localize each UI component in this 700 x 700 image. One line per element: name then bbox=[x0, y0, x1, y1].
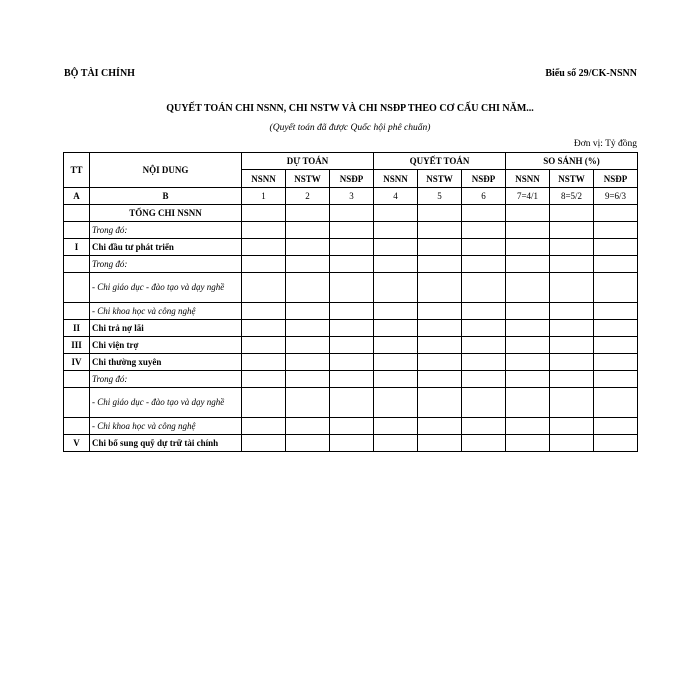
data-cell[interactable] bbox=[286, 320, 330, 337]
data-cell[interactable] bbox=[550, 222, 594, 239]
data-cell[interactable] bbox=[330, 320, 374, 337]
data-cell[interactable] bbox=[330, 435, 374, 452]
data-cell[interactable] bbox=[330, 418, 374, 435]
data-cell[interactable] bbox=[374, 256, 418, 273]
index-cell: 8=5/2 bbox=[550, 188, 594, 205]
subcol-header: NSĐP bbox=[594, 170, 638, 188]
data-cell[interactable] bbox=[418, 239, 462, 256]
data-cell[interactable] bbox=[462, 418, 506, 435]
data-cell[interactable] bbox=[242, 418, 286, 435]
row-label: Chi trả nợ lãi bbox=[90, 320, 242, 337]
data-cell[interactable] bbox=[418, 418, 462, 435]
index-cell: 7=4/1 bbox=[506, 188, 550, 205]
data-cell[interactable] bbox=[242, 371, 286, 388]
index-cell: 4 bbox=[374, 188, 418, 205]
data-cell[interactable] bbox=[418, 273, 462, 303]
row-tt bbox=[64, 303, 90, 320]
data-cell[interactable] bbox=[550, 273, 594, 303]
table-row bbox=[64, 320, 638, 337]
data-cell[interactable] bbox=[374, 205, 418, 222]
index-cell: 1 bbox=[242, 188, 286, 205]
group-header-settlement: QUYẾT TOÁN bbox=[374, 153, 506, 170]
data-cell[interactable] bbox=[462, 273, 506, 303]
data-cell[interactable] bbox=[506, 239, 550, 256]
data-cell[interactable] bbox=[550, 337, 594, 354]
index-cell: 6 bbox=[462, 188, 506, 205]
data-cell[interactable] bbox=[462, 388, 506, 418]
row-label: Chi đầu tư phát triển bbox=[90, 239, 242, 256]
data-cell[interactable] bbox=[286, 256, 330, 273]
document-title: QUYẾT TOÁN CHI NSNN, CHI NSTW VÀ CHI NSĐP THEO CƠ CẤU CHI NĂM... bbox=[166, 103, 534, 114]
subcol-header: NSĐP bbox=[462, 170, 506, 188]
data-cell[interactable] bbox=[550, 320, 594, 337]
index-cell: 9=6/3 bbox=[594, 188, 638, 205]
data-cell[interactable] bbox=[418, 205, 462, 222]
data-cell[interactable] bbox=[550, 435, 594, 452]
data-cell[interactable] bbox=[374, 320, 418, 337]
data-cell[interactable] bbox=[374, 303, 418, 320]
row-label: - Chi giáo dục - đào tạo và dạy nghề bbox=[90, 388, 242, 418]
row-label: - Chi khoa học và công nghệ bbox=[90, 418, 242, 435]
data-cell[interactable] bbox=[550, 239, 594, 256]
data-cell[interactable] bbox=[418, 303, 462, 320]
data-cell[interactable] bbox=[286, 435, 330, 452]
data-cell[interactable] bbox=[506, 222, 550, 239]
subcol-header: NSTW bbox=[286, 170, 330, 188]
data-cell[interactable] bbox=[594, 354, 638, 371]
row-tt bbox=[64, 222, 90, 239]
row-label: Chi thường xuyên bbox=[90, 354, 242, 371]
data-cell[interactable] bbox=[286, 371, 330, 388]
row-label: TỔNG CHI NSNN bbox=[90, 205, 242, 222]
group-header-estimate: DỰ TOÁN bbox=[242, 153, 374, 170]
data-cell[interactable] bbox=[286, 205, 330, 222]
header-row-groups bbox=[64, 153, 638, 170]
data-cell[interactable] bbox=[594, 239, 638, 256]
data-cell[interactable] bbox=[418, 320, 462, 337]
data-cell[interactable] bbox=[506, 256, 550, 273]
subcol-header: NSTW bbox=[550, 170, 594, 188]
index-cell: A bbox=[64, 188, 90, 205]
data-cell[interactable] bbox=[594, 273, 638, 303]
subcol-header: NSNN bbox=[374, 170, 418, 188]
data-cell[interactable] bbox=[242, 354, 286, 371]
data-cell[interactable] bbox=[550, 354, 594, 371]
data-cell[interactable] bbox=[506, 371, 550, 388]
data-cell[interactable] bbox=[418, 222, 462, 239]
data-cell[interactable] bbox=[242, 239, 286, 256]
budget-table bbox=[63, 152, 638, 452]
row-label: Trong đó: bbox=[90, 371, 242, 388]
data-cell[interactable] bbox=[374, 239, 418, 256]
data-cell[interactable] bbox=[506, 354, 550, 371]
row-label: Trong đó: bbox=[90, 256, 242, 273]
data-cell[interactable] bbox=[286, 239, 330, 256]
form-number: Biểu số 29/CK-NSNN bbox=[545, 68, 637, 79]
data-cell[interactable] bbox=[462, 239, 506, 256]
data-cell[interactable] bbox=[286, 354, 330, 371]
data-cell[interactable] bbox=[242, 435, 286, 452]
data-cell[interactable] bbox=[594, 371, 638, 388]
data-cell[interactable] bbox=[242, 205, 286, 222]
index-cell: 3 bbox=[330, 188, 374, 205]
data-cell[interactable] bbox=[462, 435, 506, 452]
data-cell[interactable] bbox=[286, 418, 330, 435]
data-cell[interactable] bbox=[374, 273, 418, 303]
organization-name: BỘ TÀI CHÍNH bbox=[64, 68, 135, 79]
subcol-header: NSĐP bbox=[330, 170, 374, 188]
data-cell[interactable] bbox=[374, 418, 418, 435]
data-cell[interactable] bbox=[462, 205, 506, 222]
data-cell[interactable] bbox=[506, 205, 550, 222]
table-row bbox=[64, 239, 638, 256]
data-cell[interactable] bbox=[418, 337, 462, 354]
row-tt bbox=[64, 418, 90, 435]
row-tt bbox=[64, 273, 90, 303]
row-tt bbox=[64, 205, 90, 222]
data-cell[interactable] bbox=[330, 354, 374, 371]
data-cell[interactable] bbox=[506, 337, 550, 354]
data-cell[interactable] bbox=[506, 435, 550, 452]
data-cell[interactable] bbox=[462, 222, 506, 239]
data-cell[interactable] bbox=[462, 320, 506, 337]
data-cell[interactable] bbox=[330, 273, 374, 303]
row-label: - Chi giáo dục - đào tạo và dạy nghề bbox=[90, 273, 242, 303]
data-cell[interactable] bbox=[594, 418, 638, 435]
table-row bbox=[64, 371, 638, 388]
data-cell[interactable] bbox=[242, 222, 286, 239]
data-cell[interactable] bbox=[286, 303, 330, 320]
data-cell[interactable] bbox=[330, 388, 374, 418]
data-cell[interactable] bbox=[374, 388, 418, 418]
data-cell[interactable] bbox=[418, 371, 462, 388]
row-label: Chi bổ sung quỹ dự trữ tài chính bbox=[90, 435, 242, 452]
data-cell[interactable] bbox=[594, 388, 638, 418]
data-cell[interactable] bbox=[594, 303, 638, 320]
data-cell[interactable] bbox=[506, 320, 550, 337]
data-cell[interactable] bbox=[550, 371, 594, 388]
data-cell[interactable] bbox=[462, 256, 506, 273]
table-row bbox=[64, 354, 638, 371]
data-cell[interactable] bbox=[374, 435, 418, 452]
data-cell[interactable] bbox=[374, 371, 418, 388]
unit-label: Đơn vị: Tỷ đồng bbox=[573, 139, 637, 149]
data-cell[interactable] bbox=[550, 205, 594, 222]
data-cell[interactable] bbox=[462, 303, 506, 320]
data-cell[interactable] bbox=[594, 205, 638, 222]
data-cell[interactable] bbox=[506, 418, 550, 435]
data-cell[interactable] bbox=[242, 256, 286, 273]
row-tt: V bbox=[64, 435, 90, 452]
data-cell[interactable] bbox=[418, 354, 462, 371]
index-row bbox=[64, 188, 638, 205]
col-header-content: NỘI DUNG bbox=[90, 153, 242, 188]
data-cell[interactable] bbox=[330, 256, 374, 273]
data-cell[interactable] bbox=[594, 256, 638, 273]
table-row bbox=[64, 303, 638, 320]
table-row bbox=[64, 337, 638, 354]
index-cell: B bbox=[90, 188, 242, 205]
data-cell[interactable] bbox=[374, 222, 418, 239]
data-cell[interactable] bbox=[594, 337, 638, 354]
row-label: Chi viện trợ bbox=[90, 337, 242, 354]
data-cell[interactable] bbox=[374, 337, 418, 354]
data-cell[interactable] bbox=[330, 239, 374, 256]
col-header-tt: TT bbox=[64, 153, 90, 188]
data-cell[interactable] bbox=[506, 273, 550, 303]
data-cell[interactable] bbox=[506, 388, 550, 418]
row-tt: III bbox=[64, 337, 90, 354]
index-cell: 5 bbox=[418, 188, 462, 205]
row-tt bbox=[64, 388, 90, 418]
data-cell[interactable] bbox=[418, 435, 462, 452]
table-row bbox=[64, 435, 638, 452]
group-header-comparison: SO SÁNH (%) bbox=[506, 153, 638, 170]
table-row bbox=[64, 388, 638, 418]
data-cell[interactable] bbox=[286, 273, 330, 303]
data-cell[interactable] bbox=[594, 222, 638, 239]
data-cell[interactable] bbox=[550, 256, 594, 273]
row-tt bbox=[64, 256, 90, 273]
data-cell[interactable] bbox=[242, 303, 286, 320]
data-cell[interactable] bbox=[462, 371, 506, 388]
data-cell[interactable] bbox=[506, 303, 550, 320]
data-cell[interactable] bbox=[286, 337, 330, 354]
data-cell[interactable] bbox=[594, 320, 638, 337]
document-subtitle: (Quyết toán đã được Quốc hội phê chuẩn) bbox=[269, 123, 431, 133]
data-cell[interactable] bbox=[286, 222, 330, 239]
data-cell[interactable] bbox=[594, 435, 638, 452]
data-cell[interactable] bbox=[418, 256, 462, 273]
data-cell[interactable] bbox=[374, 354, 418, 371]
subcol-header: NSTW bbox=[418, 170, 462, 188]
data-cell[interactable] bbox=[330, 303, 374, 320]
row-tt: IV bbox=[64, 354, 90, 371]
table-row bbox=[64, 418, 638, 435]
row-label: - Chi khoa học và công nghệ bbox=[90, 303, 242, 320]
row-label: Trong đó: bbox=[90, 222, 242, 239]
data-cell[interactable] bbox=[330, 222, 374, 239]
row-tt: II bbox=[64, 320, 90, 337]
data-cell[interactable] bbox=[242, 337, 286, 354]
data-cell[interactable] bbox=[330, 337, 374, 354]
data-cell[interactable] bbox=[418, 388, 462, 418]
table-row bbox=[64, 205, 638, 222]
data-cell[interactable] bbox=[462, 337, 506, 354]
table-row bbox=[64, 273, 638, 303]
data-cell[interactable] bbox=[550, 303, 594, 320]
index-cell: 2 bbox=[286, 188, 330, 205]
data-cell[interactable] bbox=[550, 388, 594, 418]
data-cell[interactable] bbox=[242, 320, 286, 337]
row-tt bbox=[64, 371, 90, 388]
table-row bbox=[64, 222, 638, 239]
data-cell[interactable] bbox=[462, 354, 506, 371]
row-tt: I bbox=[64, 239, 90, 256]
data-cell[interactable] bbox=[330, 205, 374, 222]
data-cell[interactable] bbox=[550, 418, 594, 435]
data-cell[interactable] bbox=[242, 388, 286, 418]
data-cell[interactable] bbox=[242, 273, 286, 303]
subcol-header: NSNN bbox=[242, 170, 286, 188]
data-cell[interactable] bbox=[286, 388, 330, 418]
data-cell[interactable] bbox=[330, 371, 374, 388]
table-row bbox=[64, 256, 638, 273]
subcol-header: NSNN bbox=[506, 170, 550, 188]
